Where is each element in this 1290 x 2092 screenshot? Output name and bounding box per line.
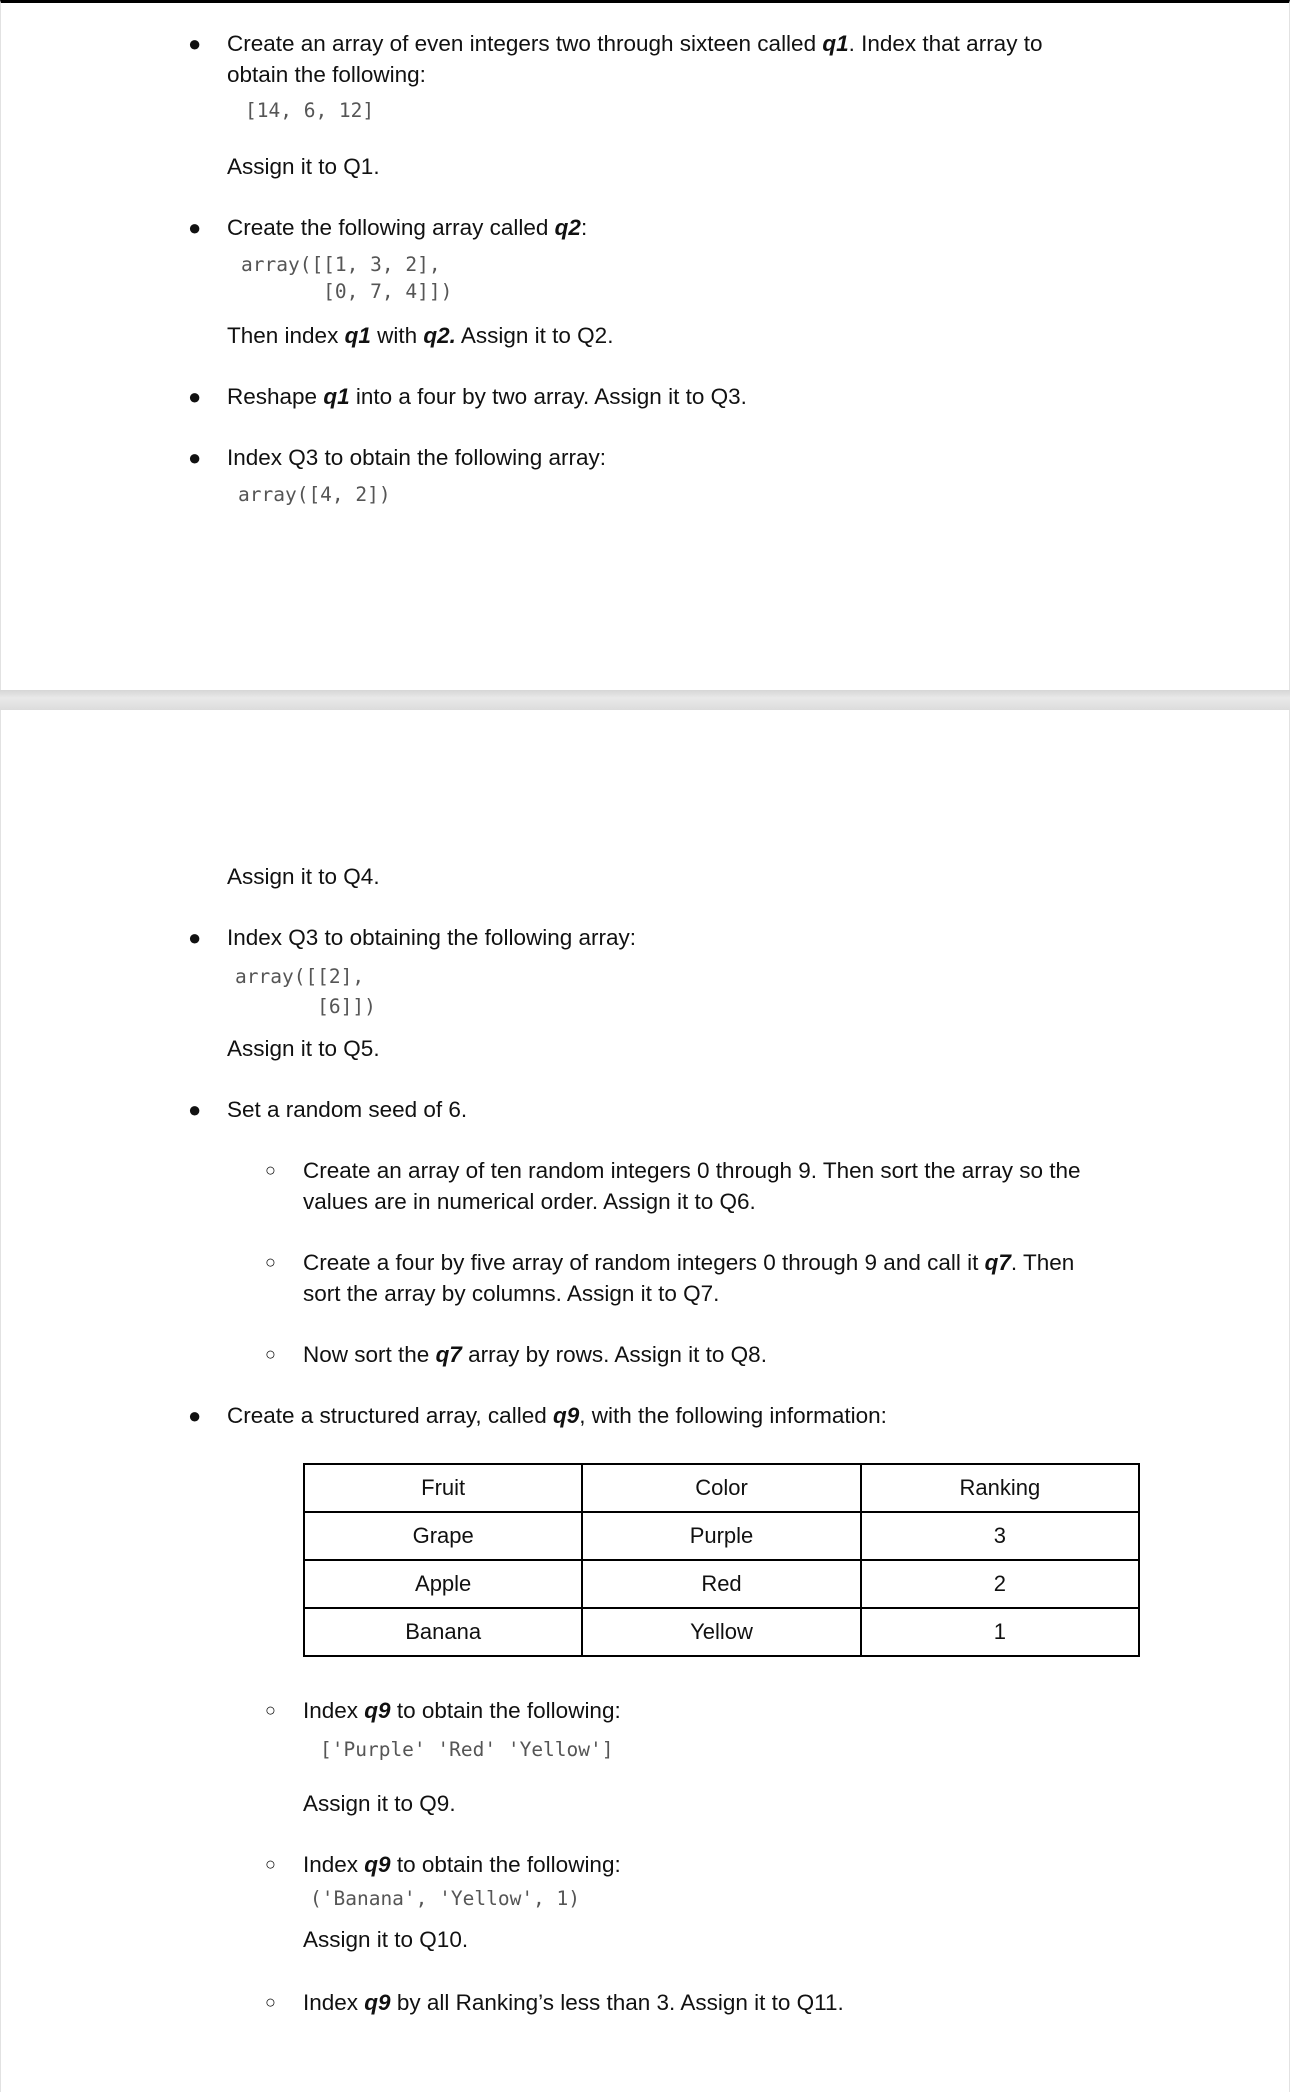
item7-sub1-code: ['Purple' 'Red' 'Yellow']: [320, 1738, 614, 1761]
item3-line: [227, 381, 747, 412]
item2-var: q2: [554, 215, 581, 240]
item2-text-a: Create the following array called: [227, 215, 555, 240]
bullet-icon: ●: [188, 31, 202, 56]
item7-sub3-var: q9: [364, 1990, 391, 2015]
item6-sub2-var: q7: [984, 1250, 1011, 1275]
bullet-icon: ●: [188, 1403, 202, 1428]
item6-sub2-line2: sort the array by columns. Assign it to Q7.: [303, 1281, 720, 1306]
table-cell: Yellow: [582, 1608, 860, 1656]
item1-code: [14, 6, 12]: [245, 99, 375, 122]
item6-sub1-line1: Create an array of ten random integers 0 through 9. Then sort the array so the: [303, 1158, 1081, 1183]
item6-sub3-text-b: array by rows. Assign it to Q8.: [461, 1342, 767, 1367]
bullet-icon: ●: [188, 445, 202, 470]
item2-code-line1: array([[1, 3, 2],: [241, 253, 441, 276]
item1-assign: Assign it to Q1.: [227, 154, 380, 179]
table-cell: Grape: [304, 1512, 582, 1560]
item7-sub1-text-a: Index: [303, 1698, 365, 1723]
item1-text-b: . Index that array to: [848, 31, 1043, 56]
item2-then-c: Assign it to Q2.: [455, 323, 614, 348]
item1-line1: [227, 28, 1042, 59]
table-header-row: [304, 1464, 1139, 1512]
table-row: [304, 1560, 1139, 1608]
item1-line2: obtain the following:: [227, 62, 426, 87]
item5-text: Index Q3 to obtaining the following array:: [227, 925, 636, 950]
item7-sub1-text-b: to obtain the following:: [390, 1698, 621, 1723]
item7-text-a: Create a structured array, called: [227, 1403, 553, 1428]
item7-var: q9: [552, 1403, 580, 1428]
sub-bullet-icon: ○: [265, 1854, 276, 1874]
item4-text: Index Q3 to obtain the following array:: [227, 445, 606, 470]
item7-sub1-var: q9: [364, 1698, 391, 1723]
item3-text-b: into a four by two array. Assign it to Q3.: [349, 384, 747, 409]
document-page-1: [0, 0, 1290, 690]
item7-sub2-text-b: to obtain the following:: [390, 1852, 621, 1877]
item6-sub2-text-b: . Then: [1010, 1250, 1075, 1275]
item6-sub2-line1: [303, 1247, 1074, 1278]
item7-sub2-line: [303, 1849, 621, 1880]
item7-sub3-text-b: by all Ranking’s less than 3. Assign it to Q11.: [390, 1990, 844, 2015]
fruit-table: [303, 1463, 1140, 1657]
item1-var: q1: [822, 31, 849, 56]
table-cell: 2: [861, 1560, 1139, 1608]
item1-text-a: Create an array of even integers two through sixteen called: [227, 31, 823, 56]
table-cell: Apple: [304, 1560, 582, 1608]
item2-then-var1: q1: [344, 323, 371, 348]
table-cell: 3: [861, 1512, 1139, 1560]
item6-sub1-line2: values are in numerical order. Assign it to Q6.: [303, 1189, 756, 1214]
table-cell: 1: [861, 1608, 1139, 1656]
page-break: [0, 690, 1290, 710]
item6-sub3-line: [303, 1339, 767, 1370]
item3-var: q1: [323, 384, 350, 409]
item7-text-b: , with the following information:: [579, 1403, 887, 1428]
item5-assign: Assign it to Q5.: [227, 1036, 380, 1061]
sub-bullet-icon: ○: [265, 1700, 276, 1720]
item6-sub3-text-a: Now sort the: [303, 1342, 436, 1367]
bullet-icon: ●: [188, 925, 202, 950]
item2-then: [227, 320, 613, 351]
sub-bullet-icon: ○: [265, 1992, 276, 2012]
item2-text-b: :: [580, 215, 588, 240]
item2-code-line2: [0, 7, 4]]): [241, 280, 453, 303]
item5-code-line2: [6]]): [235, 995, 376, 1018]
item6-sub3-var: q7: [435, 1342, 462, 1367]
item7-sub1-assign: Assign it to Q9.: [303, 1791, 456, 1816]
item7-sub2-var: q9: [364, 1852, 391, 1877]
bullet-icon: ●: [188, 384, 202, 409]
item2-then-var2: q2.: [423, 323, 456, 348]
bullet-icon: ●: [188, 215, 202, 240]
table-cell: Banana: [304, 1608, 582, 1656]
table-cell: Purple: [582, 1512, 860, 1560]
item2-then-a: Then index: [227, 323, 345, 348]
item7-sub2-assign: Assign it to Q10.: [303, 1927, 469, 1952]
table-row: [304, 1608, 1139, 1656]
bullet-icon: ●: [188, 1097, 202, 1122]
item7-sub3-text-a: Index: [303, 1990, 365, 2015]
item6-text: Set a random seed of 6.: [227, 1097, 468, 1122]
item4-code: array([4, 2]): [238, 483, 391, 506]
table-header-cell: Fruit: [304, 1464, 582, 1512]
sub-bullet-icon: ○: [265, 1252, 276, 1272]
table-row: [304, 1512, 1139, 1560]
item3-text-a: Reshape: [227, 384, 324, 409]
item7-sub3-line: [303, 1987, 844, 2018]
item6-sub2-text-a: Create a four by five array of random integers 0 through 9 and call it: [303, 1250, 985, 1275]
table-header-cell: Ranking: [861, 1464, 1139, 1512]
item7-line: [227, 1400, 887, 1431]
item2-line1: [227, 212, 587, 243]
item7-sub2-text-a: Index: [303, 1852, 365, 1877]
table-header-cell: Color: [582, 1464, 860, 1512]
item2-then-b: with: [370, 323, 424, 348]
item5-code-line1: array([[2],: [235, 965, 365, 988]
item7-sub1-line: [303, 1695, 621, 1726]
sub-bullet-icon: ○: [265, 1344, 276, 1364]
sub-bullet-icon: ○: [265, 1160, 276, 1180]
item7-sub2-code: ('Banana', 'Yellow', 1): [310, 1887, 581, 1910]
assign-q4: Assign it to Q4.: [227, 864, 380, 889]
table-cell: Red: [582, 1560, 860, 1608]
